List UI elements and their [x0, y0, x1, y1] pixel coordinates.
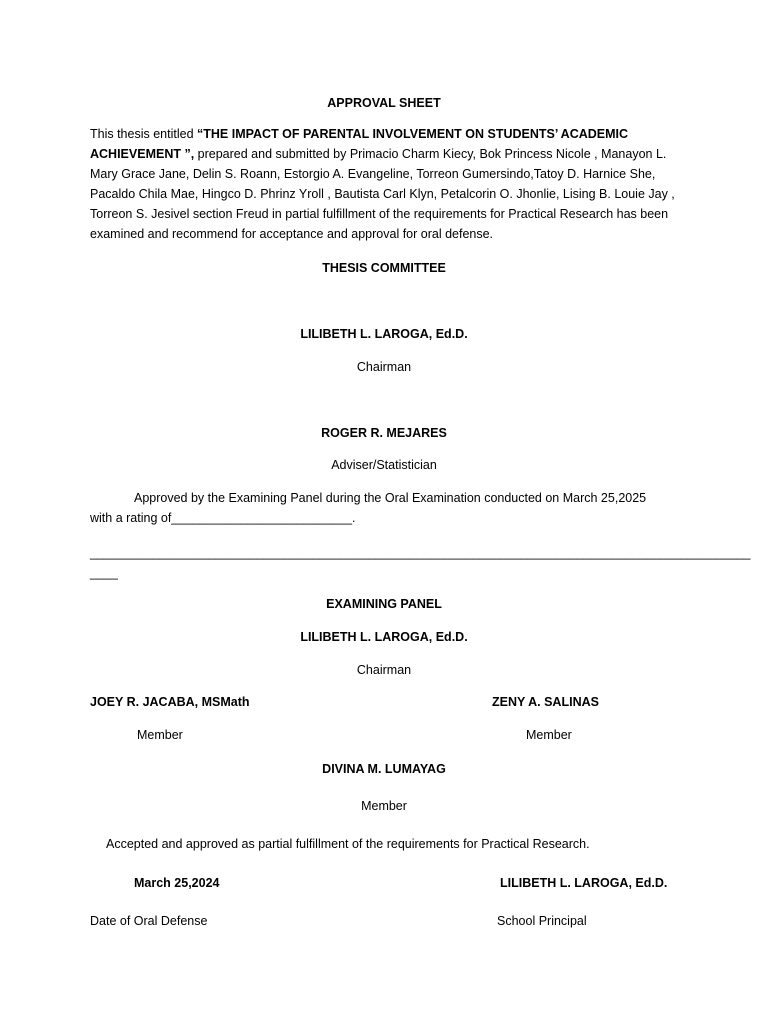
- intro-line-2: [90, 144, 682, 164]
- intro-line-3: Mary Grace Jane, Delin S. Roann, Estorgio A. Evangeline, Torreon Gumersindo,Tatoy D. Harnice She,: [90, 167, 656, 182]
- principal-role: School Principal: [497, 914, 587, 928]
- panel-member-1-name: JOEY R. JACABA, MSMath: [90, 695, 250, 709]
- thesis-title-part-1: “THE IMPACT OF PARENTAL INVOLVEMENT ON STUDENTS’ ACADEMIC: [197, 127, 629, 141]
- signature-rule-line-1: _______________________________________________________________________________________________: [90, 546, 751, 560]
- intro-line-5: Torreon S. Jesivel section Freud in partial fulfillment of the requirements for Practical Research has been: [90, 207, 669, 222]
- panel-member-3-role: Member: [361, 799, 407, 813]
- oral-defense-date-label: Date of Oral Defense: [90, 914, 208, 928]
- panel-member-1-role: Member: [137, 728, 183, 742]
- approval-line-1: Approved by the Examining Panel during the Oral Examination conducted on March 25,2025: [134, 491, 647, 505]
- panel-member-3-name: DIVINA M. LUMAYAG: [322, 762, 446, 776]
- committee-heading: THESIS COMMITTEE: [322, 261, 446, 275]
- document-title: APPROVAL SHEET: [327, 96, 441, 110]
- thesis-title-part-2: ACHIEVEMENT ”,: [90, 147, 195, 162]
- intro-line-4: Pacaldo Chila Mae, Hingco D. Phrinz Yroll , Bautista Carl Klyn, Petalcorin O. Jhonlie, Lising B. Louie Jay ,: [90, 187, 675, 202]
- panel-heading: EXAMINING PANEL: [326, 597, 442, 611]
- panel-member-2-role: Member: [526, 728, 572, 742]
- panel-chairman-role: Chairman: [356, 663, 412, 677]
- committee-chairman-name: LILIBETH L. LAROGA, Ed.D.: [300, 327, 468, 341]
- acceptance-text: Accepted and approved as partial fulfillment of the requirements for Practical Research.: [106, 837, 590, 851]
- intro-line-2-rest: prepared and submitted by Primacio Charm Kiecy, Bok Princess Nicole , Manayon L.: [194, 147, 667, 162]
- intro-lead: This thesis entitled: [90, 127, 197, 141]
- panel-chairman-name: LILIBETH L. LAROGA, Ed.D.: [300, 630, 468, 644]
- intro-line-1: [90, 124, 682, 144]
- adviser-role: Adviser/Statistician: [331, 458, 437, 472]
- committee-chairman-role: Chairman: [356, 360, 412, 374]
- intro-paragraph: [90, 124, 682, 245]
- adviser-name: ROGER R. MEJARES: [321, 426, 447, 440]
- intro-line-6: examined and recommend for acceptance and approval for oral defense.: [90, 227, 494, 242]
- oral-defense-date: March 25,2024: [134, 876, 220, 890]
- panel-member-2-name: ZENY A. SALINAS: [492, 695, 599, 709]
- principal-name: LILIBETH L. LAROGA, Ed.D.: [500, 876, 668, 890]
- signature-rule-line-2: ____: [90, 566, 118, 580]
- approval-line-2: with a rating of__________________________.: [90, 511, 356, 525]
